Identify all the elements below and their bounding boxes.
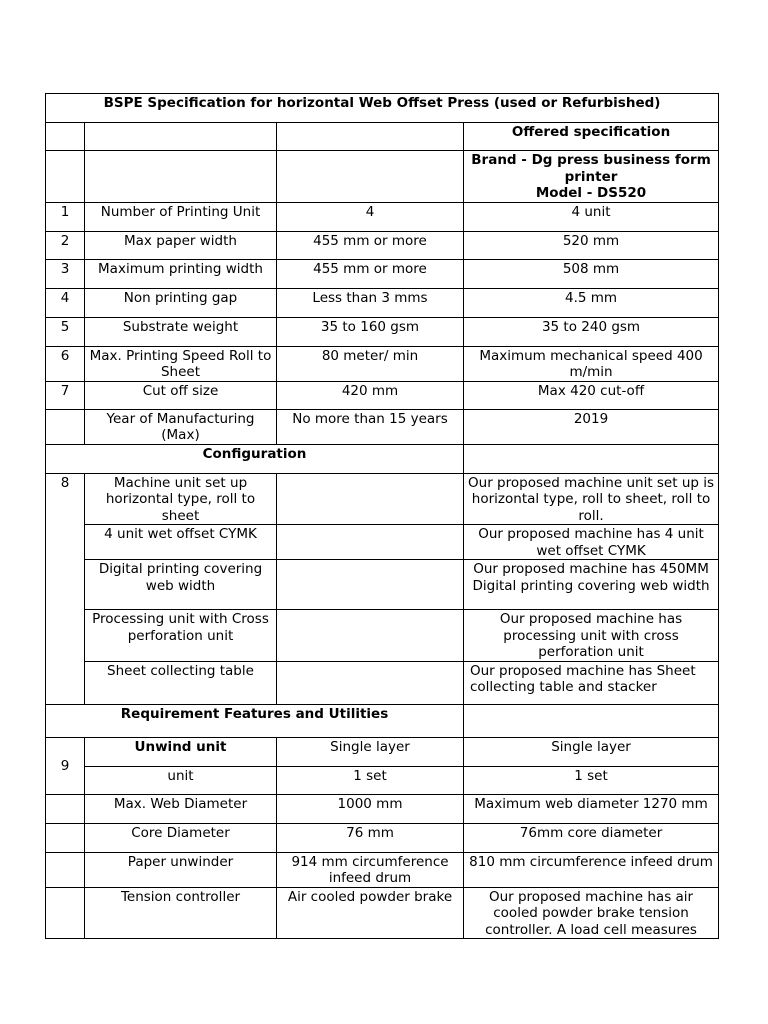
table-row xyxy=(46,661,719,704)
row-item: Core Diameter xyxy=(85,823,277,852)
row-required xyxy=(277,610,464,662)
row-number: 4 xyxy=(46,288,85,317)
row-offered: Maximum web diameter 1270 mm xyxy=(464,794,719,823)
row-required xyxy=(277,560,464,610)
row-required: Single layer xyxy=(277,737,464,766)
table-row xyxy=(46,823,719,852)
table-row xyxy=(46,794,719,823)
row-item: Digital printing covering web width xyxy=(85,560,277,610)
row-offered: Our proposed machine has air cooled powder brake tension controller. A load cell measures xyxy=(464,887,719,939)
table-title: BSPE Specification for horizontal Web Offset Press (used or Refurbished) xyxy=(46,94,719,123)
row-item: Year of Manufacturing (Max) xyxy=(85,409,277,444)
row-required: Air cooled powder brake xyxy=(277,887,464,939)
row-number: 7 xyxy=(46,381,85,409)
specification-table xyxy=(45,93,719,939)
row-offered: 35 to 240 gsm xyxy=(464,317,719,346)
table-row xyxy=(46,317,719,346)
row-item: Machine unit set up horizontal type, roll to sheet xyxy=(85,473,277,525)
table-row xyxy=(46,409,719,444)
row-number: 9 xyxy=(46,737,85,794)
table-row xyxy=(46,381,719,409)
row-offered: 1 set xyxy=(464,766,719,794)
row-number: 8 xyxy=(46,473,85,704)
row-required xyxy=(277,661,464,704)
table-row xyxy=(46,525,719,560)
table-row xyxy=(46,737,719,766)
table-row xyxy=(46,231,719,259)
row-item: Number of Printing Unit xyxy=(85,202,277,231)
row-required: No more than 15 years xyxy=(277,409,464,444)
row-number: 2 xyxy=(46,231,85,259)
row-item: Max. Web Diameter xyxy=(85,794,277,823)
row-item: Paper unwinder xyxy=(85,852,277,887)
row-required xyxy=(277,473,464,525)
row-item: Substrate weight xyxy=(85,317,277,346)
table-row xyxy=(46,560,719,610)
row-required: Less than 3 mms xyxy=(277,288,464,317)
row-offered: Our proposed machine unit set up is horizontal type, roll to sheet, roll to roll. xyxy=(464,473,719,525)
row-item: Cut off size xyxy=(85,381,277,409)
offered-brand: Brand - Dg press business form printer xyxy=(471,152,711,185)
row-number: 5 xyxy=(46,317,85,346)
row-item: Processing unit with Cross perforation unit xyxy=(85,610,277,662)
row-number: 1 xyxy=(46,202,85,231)
row-required: 76 mm xyxy=(277,823,464,852)
row-offered: Max 420 cut-off xyxy=(464,381,719,409)
row-required: 1 set xyxy=(277,766,464,794)
row-offered: 4 unit xyxy=(464,202,719,231)
row-offered: 810 mm circumference infeed drum xyxy=(464,852,719,887)
row-offered: Maximum mechanical speed 400 m/min xyxy=(464,346,719,381)
table-row xyxy=(46,288,719,317)
requirements-heading: Requirement Features and Utilities xyxy=(46,704,464,737)
offered-model-cell xyxy=(464,151,719,203)
row-required: 35 to 160 gsm xyxy=(277,317,464,346)
row-item: Tension controller xyxy=(85,887,277,939)
row-required: 1000 mm xyxy=(277,794,464,823)
row-offered: 508 mm xyxy=(464,259,719,288)
row-offered: Single layer xyxy=(464,737,719,766)
offered-spec-header: Offered specification xyxy=(464,123,719,151)
row-required xyxy=(277,525,464,560)
row-offered: 520 mm xyxy=(464,231,719,259)
table-title-row xyxy=(46,94,719,123)
row-number xyxy=(46,409,85,444)
table-row xyxy=(46,887,719,939)
row-item: Sheet collecting table xyxy=(85,661,277,704)
table-row xyxy=(46,346,719,381)
table-row xyxy=(46,259,719,288)
row-offered: 2019 xyxy=(464,409,719,444)
offered-model: Model - DS520 xyxy=(535,185,647,201)
row-item: Unwind unit xyxy=(85,737,277,766)
row-offered: Our proposed machine has processing unit with cross perforation unit xyxy=(464,610,719,662)
row-item: 4 unit wet offset CYMK xyxy=(85,525,277,560)
row-offered: Our proposed machine has Sheet collecting table and stacker xyxy=(464,661,719,704)
row-required: 914 mm circumference infeed drum xyxy=(277,852,464,887)
table-row xyxy=(46,473,719,525)
row-offered: Our proposed machine has 450MM Digital printing covering web width xyxy=(464,560,719,610)
requirements-heading-row xyxy=(46,704,719,737)
table-header-row xyxy=(46,123,719,151)
configuration-heading-row xyxy=(46,444,719,473)
row-item: Max paper width xyxy=(85,231,277,259)
row-required: 455 mm or more xyxy=(277,259,464,288)
table-row xyxy=(46,766,719,794)
table-row xyxy=(46,610,719,662)
row-required: 420 mm xyxy=(277,381,464,409)
row-offered: 76mm core diameter xyxy=(464,823,719,852)
table-row xyxy=(46,202,719,231)
row-item: Maximum printing width xyxy=(85,259,277,288)
row-item: unit xyxy=(85,766,277,794)
table-row xyxy=(46,852,719,887)
row-offered: 4.5 mm xyxy=(464,288,719,317)
row-required: 455 mm or more xyxy=(277,231,464,259)
row-number: 3 xyxy=(46,259,85,288)
row-required: 4 xyxy=(277,202,464,231)
row-item: Non printing gap xyxy=(85,288,277,317)
row-number: 6 xyxy=(46,346,85,381)
row-item: Max. Printing Speed Roll to Sheet xyxy=(85,346,277,381)
row-offered: Our proposed machine has 4 unit wet offset CYMK xyxy=(464,525,719,560)
offered-model-row xyxy=(46,151,719,203)
row-required: 80 meter/ min xyxy=(277,346,464,381)
configuration-heading: Configuration xyxy=(46,444,464,473)
